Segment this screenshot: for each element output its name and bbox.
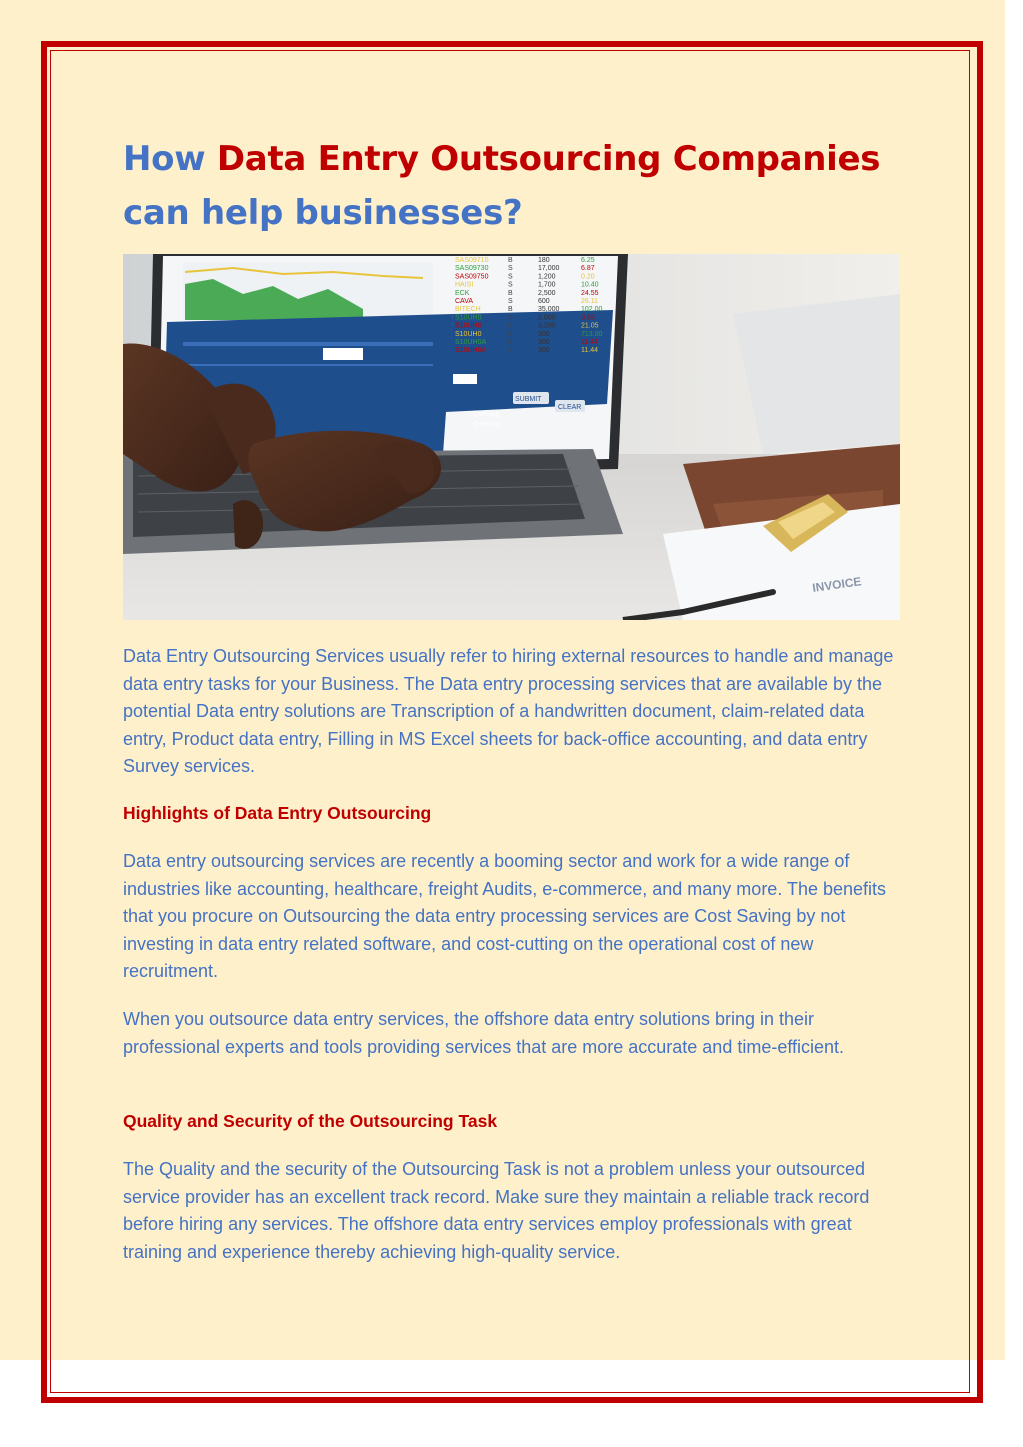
limit-label: Limit [403, 357, 418, 364]
ticker-cell: 0.20 [581, 273, 595, 281]
ticker-cell: B [508, 289, 513, 297]
ticker-cell: B [508, 322, 513, 330]
laptop-photo [123, 254, 900, 620]
hero-image [123, 254, 900, 620]
ticker-cell: 24.55 [581, 289, 599, 297]
ticker-cell: S10UH0 [455, 330, 482, 338]
ticker-cell: 0.69 [581, 314, 595, 322]
ticker-cell: B [508, 339, 513, 346]
ticker-cell: S10UH0A [455, 339, 487, 346]
ticker-cell: 6.25 [581, 257, 595, 264]
ticker-cell: 600 [538, 298, 550, 305]
ticker-cell: S [508, 298, 513, 305]
page-title [123, 132, 923, 240]
ticker-cell: 17,000 [538, 265, 560, 273]
invoice-label: INVOICE [811, 574, 863, 595]
ticker-cell: 26.11 [581, 298, 598, 305]
ticker-cell: ECK [455, 289, 470, 297]
ticker-cell: S10UH0A [455, 347, 487, 355]
ticker-cell: S [508, 347, 513, 355]
ticker-cell: S [508, 273, 513, 281]
ticker-cell: 1,200 [538, 273, 556, 281]
ticker-cell: HAISI [455, 281, 474, 289]
ticker-cell: B [508, 306, 513, 314]
ticker-cell: B [508, 330, 513, 338]
submit-label: SUBMIT [515, 396, 542, 403]
ticker-cell: SAS09750 [455, 273, 489, 281]
queuing-label-2: Queuing [473, 421, 500, 428]
title-line2: can help businesses? [123, 193, 523, 233]
ticker-cell: 1,700 [538, 281, 556, 289]
ticker-cell: S [508, 265, 513, 273]
ticker-cell: S10UH0 [455, 314, 482, 322]
ticker-cell: SAS09710 [455, 257, 489, 264]
ticker-cell: 21.05 [581, 322, 599, 330]
ticker-cell: SAS09730 [455, 265, 489, 273]
ticker-cell: BITECH [455, 306, 481, 314]
ticker-cell: 11.44 [581, 347, 598, 355]
highlights-paragraph-1: Data entry outsourcing services are recently a booming sector and work for a wide range of industries like accounting, healthcare, freight Audits, e-commerce, and many more. The benefits that you procure on Outsourcing the data entry processing services are Cost Saving by not investing in data entry related software, and cost-cutting on the operational cost of new recruitment. [123, 851, 887, 981]
ticker-cell: 2,500 [538, 289, 556, 297]
quality-paragraph: The Quality and the security of the Outsourcing Task is not a problem unless your outsourced service provider has an excellent track record. Make sure they maintain a reliable track record before hiring any services. The offshore data entry services employ professionals with great training and experience thereby achieving high-quality service. [123, 1159, 870, 1262]
title-accent: Data Entry Outsourcing Companies [216, 139, 881, 179]
ticker-cell: 180 [538, 257, 550, 264]
ticker-cell: S [508, 314, 513, 322]
intro-paragraph: Data Entry Outsourcing Services usually refer to hiring external resources to handle and manage data entry tasks for your Business. The Data entry processing services that are available by the potential Data entry solutions are Transcription of a handwritten document, claim-related data entry, Product data entry, Filling in MS Excel sheets for back-office accounting, and data entry Survey services. [123, 646, 894, 776]
ticker-cell: 300 [538, 330, 550, 338]
title-prefix: How [123, 139, 206, 179]
quality-heading: Quality and Security of the Outsourcing Task [123, 1111, 498, 1131]
ticker-cell: 300 [538, 347, 550, 355]
ticker-cell: 3,200 [538, 322, 556, 330]
ticker-cell: 6.87 [581, 265, 595, 273]
ticker-cell: 11.44 [581, 339, 598, 346]
ticker-cell: 10.40 [581, 281, 599, 289]
highlights-heading: Highlights of Data Entry Outsourcing [123, 803, 432, 823]
ticker-cell: 2,000 [538, 314, 556, 322]
highlights-paragraph-2: When you outsource data entry services, the offshore data entry solutions bring in their professional experts and tools providing services that are more accurate and time-efficient. [123, 1009, 845, 1057]
clear-label: CLEAR [558, 404, 582, 411]
ticker-cell: S [508, 281, 513, 289]
ticker-cell: 102.00 [581, 306, 603, 314]
ticker-cell: 713.00 [581, 330, 603, 338]
ticker-cell: CAVA [455, 298, 474, 305]
queuing-label-1: Queuing [473, 411, 500, 418]
ticker-cell: S10UH0 [455, 322, 482, 330]
ticker-cell: 35,000 [538, 306, 560, 314]
ticker-cell: 300 [538, 339, 550, 346]
ticker-cell: B [508, 257, 513, 264]
